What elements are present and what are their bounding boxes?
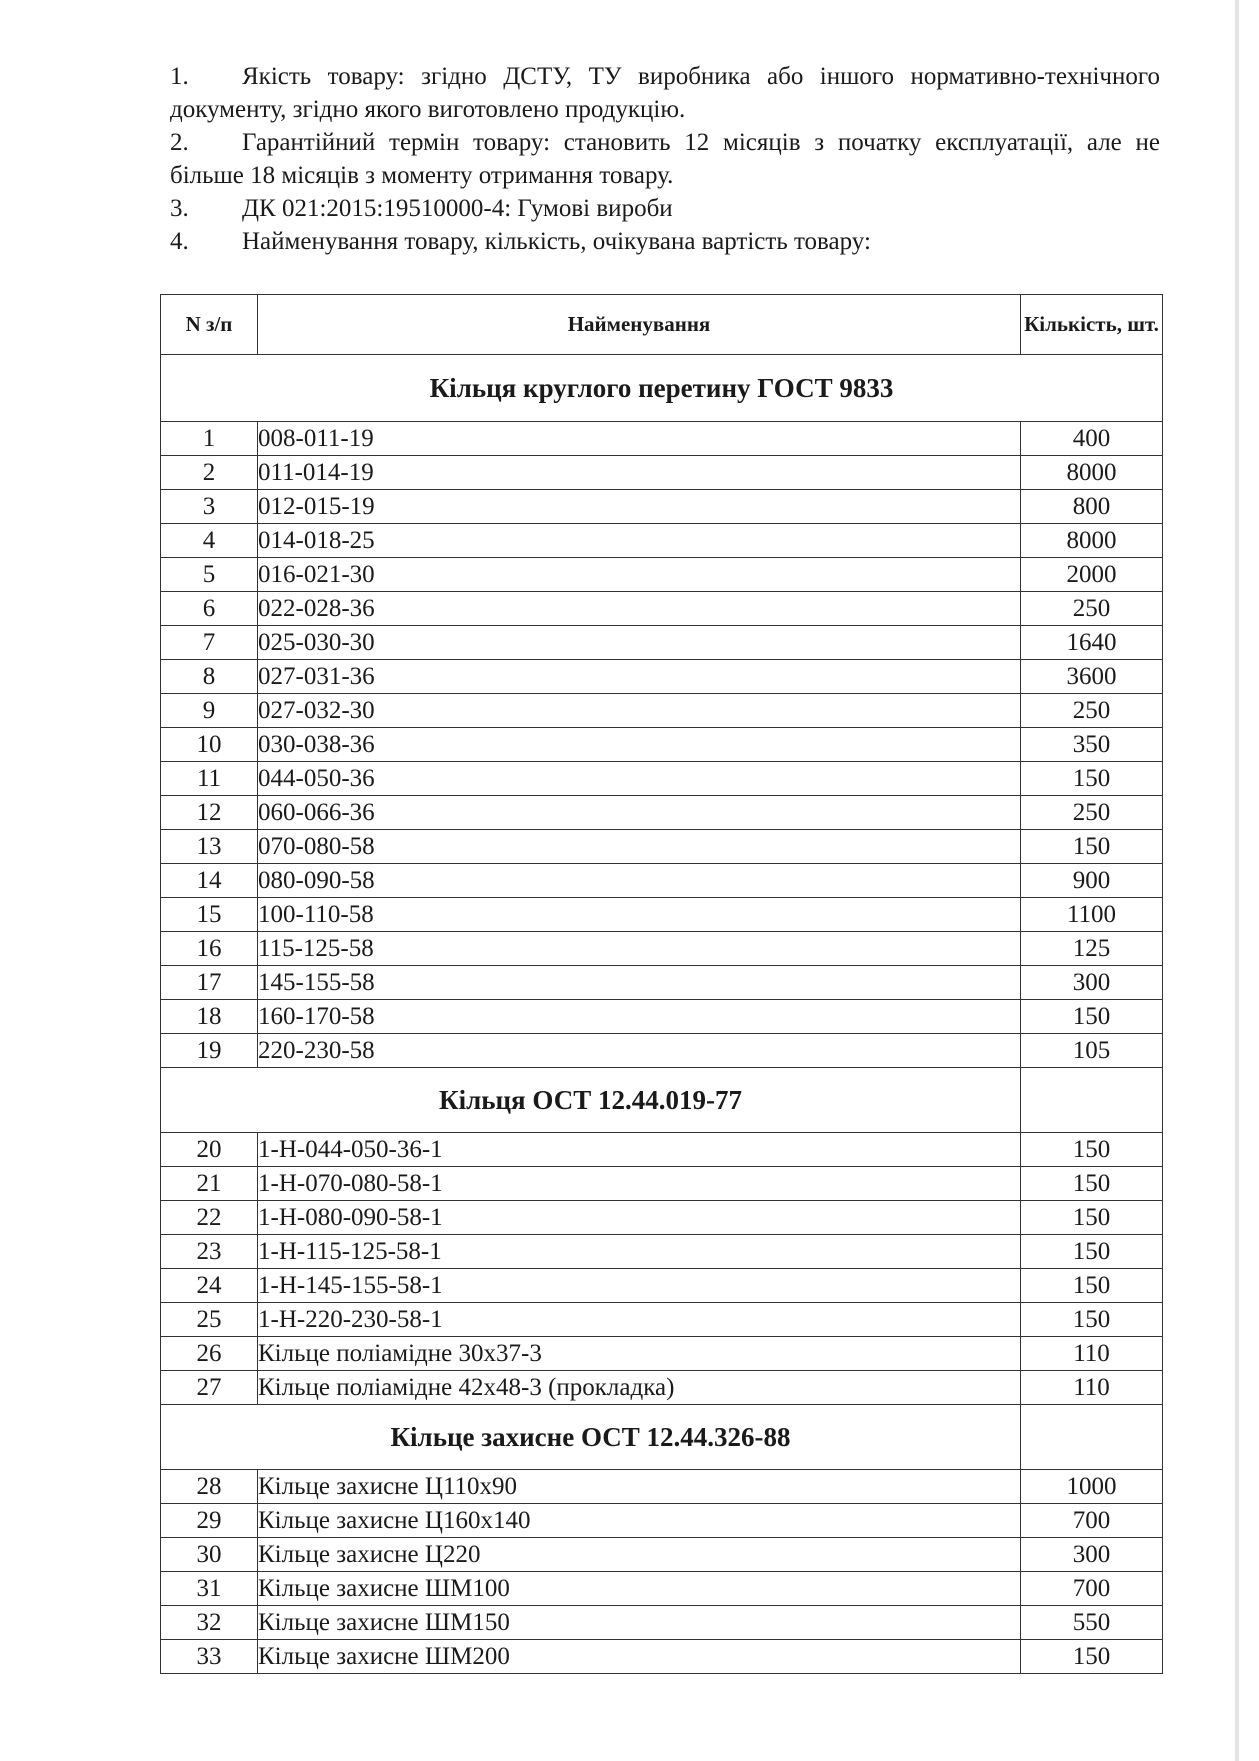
row-number: 7 (161, 626, 258, 660)
row-name: 080-090-58 (258, 864, 1021, 898)
row-name: 220-230-58 (258, 1034, 1021, 1068)
row-quantity: 150 (1021, 1167, 1163, 1201)
row-quantity: 150 (1021, 1640, 1163, 1674)
row-number: 17 (161, 966, 258, 1000)
row-number: 10 (161, 728, 258, 762)
row-name: Кільце захисне ШМ100 (258, 1572, 1021, 1606)
table-row (161, 1000, 1163, 1034)
section-empty-cell (1021, 1068, 1163, 1133)
row-name: 160-170-58 (258, 1000, 1021, 1034)
row-name: 027-031-36 (258, 660, 1021, 694)
row-quantity: 110 (1021, 1337, 1163, 1371)
row-quantity: 300 (1021, 1538, 1163, 1572)
row-name: 008-011-19 (258, 422, 1021, 456)
row-name: Кільце захисне ШМ150 (258, 1606, 1021, 1640)
table-row (161, 1504, 1163, 1538)
row-number: 5 (161, 558, 258, 592)
goods-table (160, 294, 1163, 1674)
row-quantity: 8000 (1021, 524, 1163, 558)
intro-item-text: Найменування товару, кількість, очікувана вартість товару: (242, 228, 871, 255)
row-quantity: 150 (1021, 1000, 1163, 1034)
intro-item-number: 2. (170, 129, 189, 156)
table-row (161, 1167, 1163, 1201)
table-row (161, 1606, 1163, 1640)
table-header-row (161, 295, 1163, 355)
row-number: 6 (161, 592, 258, 626)
row-quantity: 150 (1021, 1303, 1163, 1337)
header-quantity: Кількість, шт. (1021, 295, 1163, 355)
intro-item-text: Гарантійний термін товару: становить 12 місяців з початку експлуатації, але не більше 18 місяців з моменту отримання товару. (170, 129, 1160, 189)
row-number: 8 (161, 660, 258, 694)
section-row (161, 355, 1163, 422)
table-row (161, 456, 1163, 490)
header-number: N з/п (161, 295, 258, 355)
row-name: Кільце захисне Ц110х90 (258, 1470, 1021, 1504)
row-quantity: 800 (1021, 490, 1163, 524)
table-row (161, 898, 1163, 932)
row-quantity: 900 (1021, 864, 1163, 898)
intro-item-text: Якість товару: згідно ДСТУ, ТУ виробника або іншого нормативно-технічного документу, згідно якого виготовлено продукцію. (170, 63, 1160, 123)
row-number: 33 (161, 1640, 258, 1674)
intro-list (170, 60, 1160, 258)
row-number: 16 (161, 932, 258, 966)
row-quantity: 350 (1021, 728, 1163, 762)
row-number: 19 (161, 1034, 258, 1068)
table-row (161, 762, 1163, 796)
section-empty-cell (1021, 1405, 1163, 1470)
row-name: 070-080-58 (258, 830, 1021, 864)
row-number: 12 (161, 796, 258, 830)
row-quantity: 1640 (1021, 626, 1163, 660)
row-name: 012-015-19 (258, 490, 1021, 524)
row-number: 23 (161, 1235, 258, 1269)
table-row (161, 626, 1163, 660)
row-quantity: 1100 (1021, 898, 1163, 932)
table-row (161, 1269, 1163, 1303)
row-number: 1 (161, 422, 258, 456)
table-row (161, 1133, 1163, 1167)
scan-edge (1235, 0, 1239, 1761)
table-row (161, 1640, 1163, 1674)
row-name: 022-028-36 (258, 592, 1021, 626)
row-number: 15 (161, 898, 258, 932)
row-number: 11 (161, 762, 258, 796)
table-row (161, 558, 1163, 592)
table-body (161, 355, 1163, 1674)
row-number: 18 (161, 1000, 258, 1034)
intro-item (170, 192, 1160, 225)
row-quantity: 550 (1021, 1606, 1163, 1640)
row-number: 27 (161, 1371, 258, 1405)
table-row (161, 1034, 1163, 1068)
section-row (161, 1405, 1163, 1470)
row-quantity: 250 (1021, 694, 1163, 728)
row-quantity: 150 (1021, 1133, 1163, 1167)
row-number: 3 (161, 490, 258, 524)
row-name: 025-030-30 (258, 626, 1021, 660)
table-row (161, 966, 1163, 1000)
row-name: 115-125-58 (258, 932, 1021, 966)
row-quantity: 150 (1021, 1269, 1163, 1303)
section-title: Кільце захисне ОСТ 12.44.326-88 (161, 1405, 1021, 1470)
row-number: 13 (161, 830, 258, 864)
intro-item (170, 225, 1160, 258)
row-name: 1-Н-220-230-58-1 (258, 1303, 1021, 1337)
row-name: 016-021-30 (258, 558, 1021, 592)
table-row (161, 1303, 1163, 1337)
row-name: 1-Н-115-125-58-1 (258, 1235, 1021, 1269)
section-title: Кільця ОСТ 12.44.019-77 (161, 1068, 1021, 1133)
row-name: 145-155-58 (258, 966, 1021, 1000)
row-name: Кільце захисне Ц160х140 (258, 1504, 1021, 1538)
row-name: 060-066-36 (258, 796, 1021, 830)
row-quantity: 105 (1021, 1034, 1163, 1068)
row-quantity: 110 (1021, 1371, 1163, 1405)
row-quantity: 150 (1021, 830, 1163, 864)
row-quantity: 400 (1021, 422, 1163, 456)
row-number: 21 (161, 1167, 258, 1201)
row-quantity: 700 (1021, 1504, 1163, 1538)
row-name: 1-Н-080-090-58-1 (258, 1201, 1021, 1235)
row-name: Кільце захисне Ц220 (258, 1538, 1021, 1572)
row-number: 24 (161, 1269, 258, 1303)
row-number: 26 (161, 1337, 258, 1371)
row-quantity: 3600 (1021, 660, 1163, 694)
row-number: 32 (161, 1606, 258, 1640)
intro-item-number: 1. (170, 63, 189, 90)
row-number: 9 (161, 694, 258, 728)
row-quantity: 300 (1021, 966, 1163, 1000)
row-number: 28 (161, 1470, 258, 1504)
row-number: 31 (161, 1572, 258, 1606)
section-row (161, 1068, 1163, 1133)
intro-item-text: ДК 021:2015:19510000-4: Гумові вироби (242, 195, 673, 222)
table-row (161, 1235, 1163, 1269)
row-name: 030-038-36 (258, 728, 1021, 762)
row-quantity: 150 (1021, 1235, 1163, 1269)
row-name: 1-Н-044-050-36-1 (258, 1133, 1021, 1167)
header-name: Найменування (258, 295, 1021, 355)
row-number: 4 (161, 524, 258, 558)
table-row (161, 1371, 1163, 1405)
row-name: Кільце захисне ШМ200 (258, 1640, 1021, 1674)
row-quantity: 2000 (1021, 558, 1163, 592)
intro-item (170, 60, 1160, 126)
row-name: 027-032-30 (258, 694, 1021, 728)
table-row (161, 932, 1163, 966)
table-row (161, 660, 1163, 694)
table-row (161, 524, 1163, 558)
row-number: 2 (161, 456, 258, 490)
row-quantity: 150 (1021, 762, 1163, 796)
table-row (161, 422, 1163, 456)
row-quantity: 250 (1021, 592, 1163, 626)
table-row (161, 592, 1163, 626)
row-name: 014-018-25 (258, 524, 1021, 558)
row-quantity: 1000 (1021, 1470, 1163, 1504)
row-quantity: 125 (1021, 932, 1163, 966)
row-quantity: 700 (1021, 1572, 1163, 1606)
table-row (161, 864, 1163, 898)
table-row (161, 1470, 1163, 1504)
row-number: 29 (161, 1504, 258, 1538)
row-number: 22 (161, 1201, 258, 1235)
row-quantity: 8000 (1021, 456, 1163, 490)
row-quantity: 250 (1021, 796, 1163, 830)
table-row (161, 830, 1163, 864)
row-number: 20 (161, 1133, 258, 1167)
table-row (161, 1538, 1163, 1572)
intro-item-number: 3. (170, 195, 189, 222)
table-row (161, 490, 1163, 524)
row-name: 011-014-19 (258, 456, 1021, 490)
table-row (161, 728, 1163, 762)
table-row (161, 694, 1163, 728)
row-name: 044-050-36 (258, 762, 1021, 796)
intro-item-number: 4. (170, 228, 189, 255)
table-row (161, 796, 1163, 830)
row-quantity: 150 (1021, 1201, 1163, 1235)
row-name: 100-110-58 (258, 898, 1021, 932)
intro-item (170, 126, 1160, 192)
section-title: Кільця круглого перетину ГОСТ 9833 (161, 355, 1163, 422)
row-name: Кільце поліамідне 30х37-3 (258, 1337, 1021, 1371)
table-row (161, 1201, 1163, 1235)
row-number: 14 (161, 864, 258, 898)
row-name: Кільце поліамідне 42х48-3 (прокладка) (258, 1371, 1021, 1405)
row-name: 1-Н-145-155-58-1 (258, 1269, 1021, 1303)
table-row (161, 1337, 1163, 1371)
row-name: 1-Н-070-080-58-1 (258, 1167, 1021, 1201)
row-number: 25 (161, 1303, 258, 1337)
table-row (161, 1572, 1163, 1606)
row-number: 30 (161, 1538, 258, 1572)
